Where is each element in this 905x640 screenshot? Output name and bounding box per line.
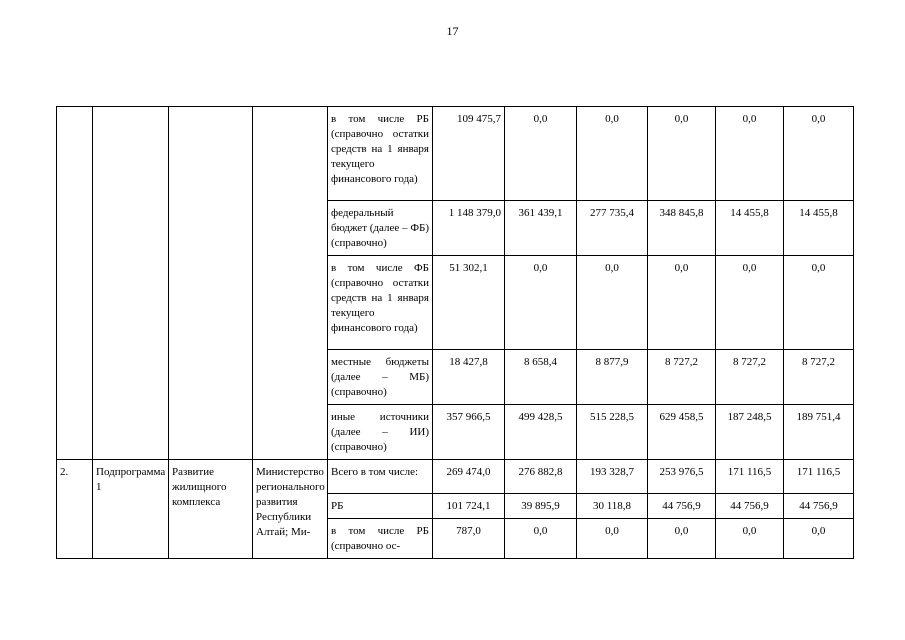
value-cell: 0,0 (784, 519, 854, 559)
value-cell: 44 756,9 (784, 494, 854, 519)
program-status: Подпрограмма 1 (93, 460, 169, 559)
value-cell: 361 439,1 (505, 201, 577, 256)
value-cell: 515 228,5 (577, 405, 648, 460)
value-cell: 0,0 (505, 519, 577, 559)
value-cell: 499 428,5 (505, 405, 577, 460)
value-cell: 30 118,8 (577, 494, 648, 519)
funding-source: иные источники (далее – ИИ) (справочно) (328, 405, 433, 460)
funding-source: Всего в том числе: (328, 460, 433, 494)
value-cell: 0,0 (784, 107, 854, 201)
budget-table (56, 106, 854, 559)
value-cell: 0,0 (784, 256, 854, 350)
value-cell: 18 427,8 (433, 350, 505, 405)
program-name: Развитие жилищного комплекса (169, 460, 253, 559)
funding-source: в том числе ФБ (справочно остатки средств на 1 января текущего финансового года) (328, 256, 433, 350)
value-cell: 14 455,8 (716, 201, 784, 256)
value-cell: 0,0 (648, 107, 716, 201)
value-cell: 787,0 (433, 519, 505, 559)
value-cell: 276 882,8 (505, 460, 577, 494)
table-row (57, 107, 854, 201)
value-cell: 193 328,7 (577, 460, 648, 494)
table-row (57, 460, 854, 494)
value-cell: 0,0 (716, 256, 784, 350)
value-cell: 8 727,2 (648, 350, 716, 405)
value-cell: 8 658,4 (505, 350, 577, 405)
value-cell: 0,0 (505, 256, 577, 350)
value-cell: 269 474,0 (433, 460, 505, 494)
funding-source: РБ (328, 494, 433, 519)
value-cell: 101 724,1 (433, 494, 505, 519)
value-cell: 0,0 (577, 519, 648, 559)
value-cell: 189 751,4 (784, 405, 854, 460)
funding-source: в том числе РБ (справочно ос- (328, 519, 433, 559)
value-cell: 0,0 (648, 256, 716, 350)
value-cell: 1 148 379,0 (433, 201, 505, 256)
program-number: 2. (57, 460, 93, 559)
value-cell: 51 302,1 (433, 256, 505, 350)
value-cell: 0,0 (577, 107, 648, 201)
status-cell-empty (93, 107, 169, 460)
value-cell: 0,0 (505, 107, 577, 201)
value-cell: 187 248,5 (716, 405, 784, 460)
value-cell: 348 845,8 (648, 201, 716, 256)
executor-cell-empty (253, 107, 328, 460)
funding-source: федеральный бюджет (далее – ФБ) (справочно) (328, 201, 433, 256)
funding-source: в том числе РБ (справочно остатки средств на 1 января текущего финансового года) (328, 107, 433, 201)
value-cell: 0,0 (577, 256, 648, 350)
value-cell: 109 475,7 (433, 107, 505, 201)
value-cell: 8 727,2 (716, 350, 784, 405)
value-cell: 44 756,9 (648, 494, 716, 519)
program-executor: Министерство регионального развития Республики Алтай; Ми- (253, 460, 328, 559)
name-cell-empty (169, 107, 253, 460)
value-cell: 0,0 (648, 519, 716, 559)
value-cell: 8 727,2 (784, 350, 854, 405)
value-cell: 0,0 (716, 107, 784, 201)
page-number: 17 (446, 24, 459, 38)
value-cell: 171 116,5 (784, 460, 854, 494)
value-cell: 44 756,9 (716, 494, 784, 519)
value-cell: 357 966,5 (433, 405, 505, 460)
value-cell: 171 116,5 (716, 460, 784, 494)
number-cell-empty (57, 107, 93, 460)
value-cell: 39 895,9 (505, 494, 577, 519)
value-cell: 8 877,9 (577, 350, 648, 405)
value-cell: 629 458,5 (648, 405, 716, 460)
value-cell: 277 735,4 (577, 201, 648, 256)
funding-source: местные бюджеты (далее – МБ) (справочно) (328, 350, 433, 405)
value-cell: 0,0 (716, 519, 784, 559)
value-cell: 14 455,8 (784, 201, 854, 256)
value-cell: 253 976,5 (648, 460, 716, 494)
